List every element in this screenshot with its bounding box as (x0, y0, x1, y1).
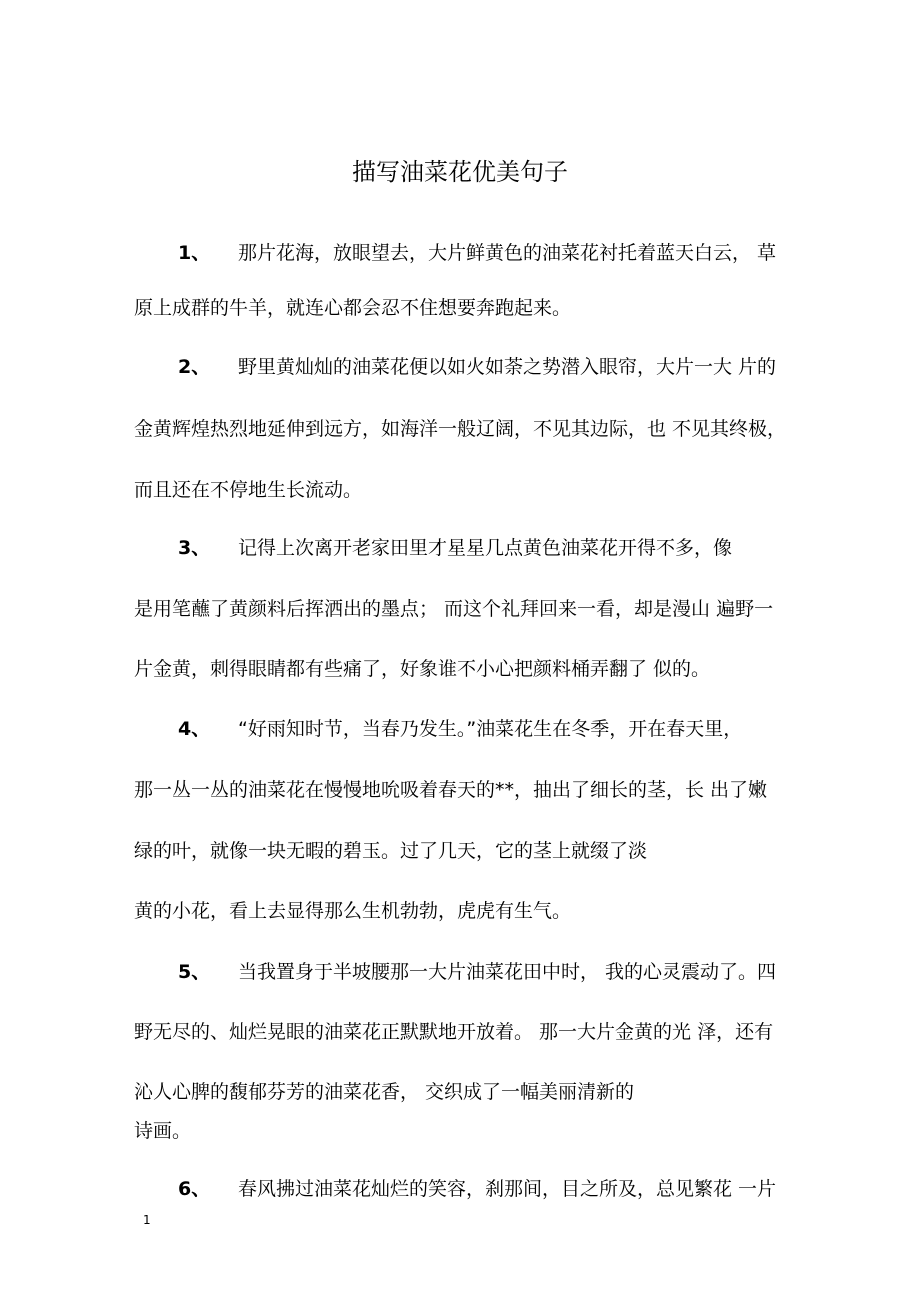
item-1-number: 1、 (178, 242, 211, 264)
page-number: 1 (143, 1213, 151, 1227)
item-4-line: 绿的叶，就像一块无暇的碧玉。过了几天，它的茎上就缀了淡 (134, 840, 648, 862)
item-3-line: 片金黄，刺得眼睛都有些痛了，好象谁不小心把颜料桶弄翻了 似的。 (134, 658, 711, 680)
item-5-line: 诗画。 (134, 1120, 192, 1142)
item-1-lead-line: 那片花海，放眼望去，大片鲜黄色的油菜花衬托着蓝天白云， 草 (238, 242, 777, 264)
item-5-line: 野无尽的、灿烂晃眼的油菜花正默默地开放着。 那一大片金黄的光 泽，还有 (134, 1021, 774, 1043)
item-6-lead-line: 春风拂过油菜花灿烂的笑容，刹那间，目之所及，总见繁花 一片 (238, 1178, 777, 1200)
item-6-number: 6、 (178, 1178, 211, 1200)
document-title: 描写油菜花优美句子 (352, 158, 568, 186)
item-4-number: 4、 (178, 718, 211, 740)
item-5-line: 沁人心脾的馥郁芬芳的油菜花香， 交织成了一幅美丽清新的 (134, 1081, 635, 1103)
item-4-line: 那一丛一丛的油菜花在慢慢地吮吸着春天的**，抽出了细长的茎，长 出了嫩 (134, 779, 768, 801)
item-4-lead-line: “好雨知时节，当春乃发生。”油菜花生在冬季，开在春天里， (238, 718, 743, 740)
item-5-number: 5、 (178, 961, 211, 983)
item-2-line: 金黄辉煌热烈地延伸到远方，如海洋一般辽阔，不见其边际，也 不见其终极， (134, 418, 787, 440)
item-3-number: 3、 (178, 537, 211, 559)
item-2-line: 而且还在不停地生长流动。 (134, 479, 363, 501)
item-3-line: 是用笔蘸了黄颜料后挥洒出的墨点； 而这个礼拜回来一看，却是漫山 遍野一 (134, 598, 774, 620)
item-5-lead-line: 当我置身于半坡腰那一大片油菜花田中时， 我的心灵震动了。四 (238, 961, 777, 983)
item-2-number: 2、 (178, 356, 211, 378)
item-3-lead-line: 记得上次离开老家田里才星星几点黄色油菜花开得不多，像 (238, 537, 733, 559)
item-1-line: 原上成群的牛羊，就连心都会忍不住想要奔跑起来。 (134, 297, 572, 319)
item-2-lead-line: 野里黄灿灿的油菜花便以如火如荼之势潜入眼帘，大片一大 片的 (238, 356, 777, 378)
item-4-line: 黄的小花，看上去显得那么生机勃勃，虎虎有生气。 (134, 900, 572, 922)
